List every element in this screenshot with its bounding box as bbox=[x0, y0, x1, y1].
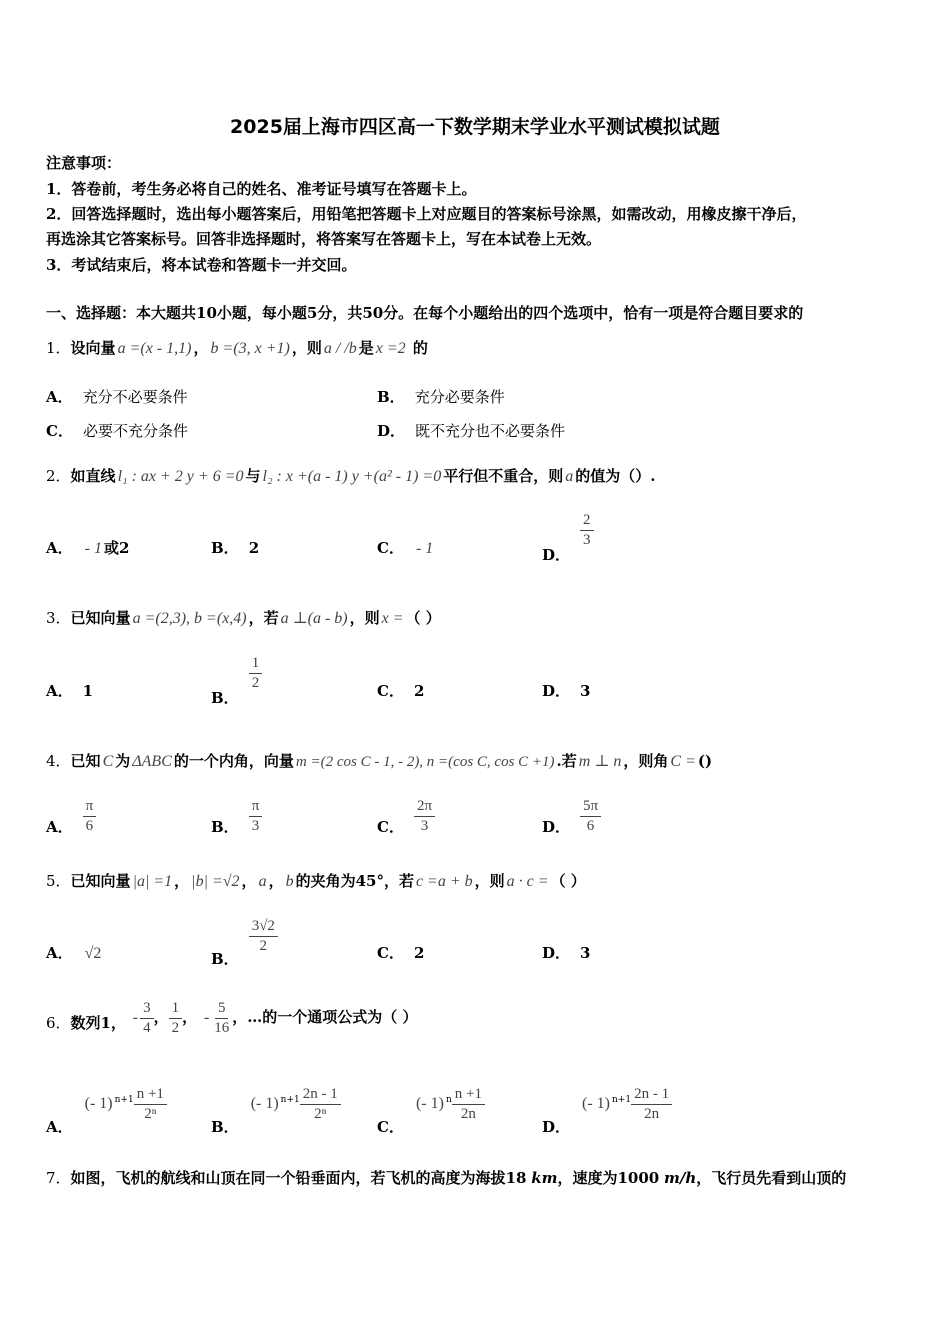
q-text: 数列1， bbox=[70, 1014, 126, 1032]
option-c bbox=[377, 680, 424, 701]
q-text: 平行但不重合，则 bbox=[443, 467, 564, 485]
fraction-numerator: 5π bbox=[580, 798, 601, 817]
q-text: ，则 bbox=[349, 609, 380, 627]
q-math: a bbox=[258, 873, 267, 890]
option-fraction bbox=[580, 798, 601, 834]
q-math: b bbox=[285, 873, 294, 890]
page-title: 2025届上海市四区高一下数学期末学业水平测试模拟试题 bbox=[230, 116, 720, 138]
option-math: (- 1) bbox=[582, 1095, 610, 1112]
option-fraction bbox=[249, 918, 278, 954]
notice-heading: 注意事项： bbox=[46, 154, 122, 172]
fraction-numerator: 2n - 1 bbox=[631, 1086, 672, 1105]
option-b bbox=[211, 918, 278, 968]
q-math: a / /b bbox=[323, 340, 357, 357]
fraction-denominator: 2n bbox=[460, 1105, 476, 1122]
option-d bbox=[542, 680, 590, 701]
q-math: a =(2,3), b =(x,4) bbox=[132, 610, 247, 627]
sequence-term bbox=[211, 1000, 232, 1036]
option-a bbox=[46, 1086, 167, 1136]
option-label: C． bbox=[377, 682, 404, 700]
option-label: A． bbox=[46, 944, 73, 962]
option-label: B． bbox=[377, 388, 405, 406]
q-text: () bbox=[697, 752, 713, 770]
fraction-denominator: 16 bbox=[214, 1019, 230, 1036]
option-text: 1 bbox=[82, 682, 94, 700]
option-label: D． bbox=[377, 422, 406, 440]
fraction-denominator: 3 bbox=[583, 531, 591, 548]
q-math: m ⊥ n bbox=[578, 753, 622, 770]
fraction-numerator: π bbox=[83, 798, 97, 817]
fraction-denominator: 3 bbox=[420, 817, 429, 834]
q-math: a ⊥(a - b) bbox=[280, 610, 348, 627]
q-text: 的一个内角，向量 bbox=[173, 752, 294, 770]
option-fraction bbox=[249, 798, 263, 834]
fraction-denominator: 3 bbox=[251, 817, 260, 834]
q-math: b =(3, x +1) bbox=[210, 340, 290, 357]
q-math: l₁ : ax + 2 y + 6 =0 bbox=[117, 468, 244, 485]
option-math: (- 1) bbox=[250, 1095, 279, 1112]
option-text: 必要不充分条件 bbox=[82, 422, 188, 440]
fraction-denominator: 2ⁿ bbox=[144, 1105, 157, 1122]
option-label: C． bbox=[377, 539, 404, 557]
option-c bbox=[377, 942, 424, 963]
q-text: 已知 bbox=[70, 752, 101, 770]
option-a bbox=[46, 798, 96, 834]
q-text: ， bbox=[241, 872, 257, 890]
q-math: l₂ : x +(a - 1) y +(a² - 1) =0 bbox=[262, 468, 442, 485]
q-text: 是 bbox=[358, 339, 374, 357]
q-text: 与 bbox=[245, 467, 261, 485]
question-5 bbox=[46, 870, 586, 891]
option-label: D． bbox=[542, 546, 571, 564]
q-math: c =a + b bbox=[415, 873, 473, 890]
option-fraction bbox=[249, 655, 263, 691]
notice-item: 3．考试结束后，将本试卷和答题卡一并交回。 bbox=[46, 256, 357, 274]
option-label: D． bbox=[542, 1118, 571, 1136]
fraction-numerator: n +1 bbox=[134, 1086, 167, 1105]
q-text: ，速度为 bbox=[557, 1169, 618, 1187]
q-number: 1000 bbox=[617, 1169, 660, 1187]
q-text: 如直线 bbox=[70, 467, 116, 485]
option-c bbox=[46, 420, 188, 441]
option-b bbox=[211, 798, 262, 834]
option-label: D． bbox=[542, 944, 571, 962]
option-fraction bbox=[414, 798, 435, 834]
option-text: 或2 bbox=[103, 539, 130, 557]
q-text: ，则角 bbox=[623, 752, 669, 770]
exponent: n+1 bbox=[280, 1095, 300, 1105]
notice-item: 再选涂其它答案标号。回答非选择题时，将答案写在答题卡上，写在本试卷上无效。 bbox=[46, 230, 602, 248]
q-text: .若 bbox=[556, 752, 577, 770]
fraction-denominator: 2ⁿ bbox=[314, 1105, 327, 1122]
q-math: |a| =1 bbox=[132, 873, 173, 890]
q-text: ，则 bbox=[474, 872, 505, 890]
option-a bbox=[46, 680, 93, 701]
q-number: 18 bbox=[505, 1169, 527, 1187]
question-7 bbox=[46, 1167, 846, 1188]
option-fraction bbox=[452, 1086, 485, 1122]
option-label: A． bbox=[46, 818, 73, 836]
fraction-numerator: π bbox=[249, 798, 263, 817]
q-text: ，…的一个通项公式为（ ） bbox=[232, 1008, 418, 1026]
option-text: 3 bbox=[580, 682, 591, 700]
q-text: ，飞行员先看到山顶的 bbox=[696, 1169, 847, 1187]
option-text: 充分不必要条件 bbox=[82, 388, 188, 406]
fraction-denominator: 4 bbox=[143, 1019, 151, 1036]
option-label: C． bbox=[377, 818, 404, 836]
option-label: A． bbox=[46, 388, 73, 406]
q-math: - bbox=[132, 1009, 139, 1026]
q-math: ΔABC bbox=[132, 753, 172, 770]
q-text: ， bbox=[153, 1008, 169, 1026]
q-math: a bbox=[565, 468, 574, 485]
option-math: - 1 bbox=[84, 540, 102, 557]
option-d bbox=[542, 512, 594, 564]
option-label: C． bbox=[46, 422, 73, 440]
fraction-denominator: 2 bbox=[251, 674, 260, 691]
option-math: - 1 bbox=[415, 540, 434, 557]
q-math: - bbox=[203, 1009, 210, 1026]
option-text: 2 bbox=[413, 944, 425, 962]
option-fraction bbox=[631, 1086, 672, 1122]
question-number: 5． bbox=[46, 872, 71, 890]
question-number: 1． bbox=[46, 339, 71, 357]
fraction-numerator: 3√2 bbox=[249, 918, 278, 937]
q-math: |b| =√2 bbox=[191, 873, 240, 890]
fraction-numerator: n +1 bbox=[452, 1086, 485, 1105]
option-label: C． bbox=[377, 1118, 404, 1136]
option-label: B． bbox=[211, 539, 239, 557]
option-math: √2 bbox=[84, 945, 102, 962]
q-text: 的 bbox=[407, 339, 428, 357]
fraction-denominator: 2n bbox=[644, 1105, 660, 1122]
q-math: m =(2 cos C - 1, - 2), n =(cos C, cos C +1) bbox=[295, 754, 555, 770]
fraction-denominator: 2 bbox=[259, 937, 268, 954]
fraction-numerator: 2π bbox=[414, 798, 435, 817]
fraction-numerator: 2n - 1 bbox=[300, 1086, 341, 1105]
option-d bbox=[542, 798, 601, 834]
option-fraction bbox=[83, 798, 97, 834]
notice-item: 1．答卷前，考生务必将自己的姓名、准考证号填写在答题卡上。 bbox=[46, 180, 477, 198]
q-text: 已知向量 bbox=[70, 872, 131, 890]
q-math: C = bbox=[670, 753, 696, 770]
option-label: D． bbox=[542, 818, 571, 836]
option-text: 既不充分也不必要条件 bbox=[415, 422, 566, 440]
q-math: a · c = bbox=[506, 873, 549, 890]
q-text: 已知向量 bbox=[70, 609, 131, 627]
fraction-denominator: 2 bbox=[171, 1019, 180, 1036]
option-b bbox=[377, 386, 505, 407]
option-fraction bbox=[580, 512, 594, 548]
fraction-numerator: 1 bbox=[249, 655, 263, 674]
question-6 bbox=[46, 1000, 417, 1036]
q-unit: km bbox=[531, 1169, 558, 1187]
q-text: ， bbox=[268, 872, 284, 890]
option-text: 2 bbox=[413, 682, 425, 700]
option-math: (- 1) bbox=[84, 1095, 113, 1112]
q-text: ，若 bbox=[248, 609, 279, 627]
section-heading: 一、选择题：本大题共10小题，每小题5分，共50分。在每个小题给出的四个选项中，恰有一项是符合题目要求的 bbox=[46, 304, 804, 322]
option-label: D． bbox=[542, 682, 571, 700]
option-label: A． bbox=[46, 1118, 73, 1136]
option-d bbox=[542, 1086, 672, 1136]
option-label: C． bbox=[377, 944, 404, 962]
q-text: 的夹角为45°，若 bbox=[295, 872, 414, 890]
question-number: 3． bbox=[46, 609, 71, 627]
option-label: B． bbox=[211, 1118, 239, 1136]
q-unit: m/h bbox=[664, 1169, 697, 1187]
fraction-denominator: 6 bbox=[586, 817, 595, 834]
question-number: 7． bbox=[46, 1169, 71, 1187]
q-text: 为 bbox=[115, 752, 131, 770]
q-math: a =(x - 1,1) bbox=[117, 340, 192, 357]
fraction-denominator: 6 bbox=[85, 817, 94, 834]
question-number: 4． bbox=[46, 752, 71, 770]
option-label: A． bbox=[46, 682, 73, 700]
option-b bbox=[211, 655, 262, 707]
q-text: 的值为（）. bbox=[575, 467, 656, 485]
option-fraction bbox=[134, 1086, 167, 1122]
q-text: （ ） bbox=[405, 609, 441, 627]
option-label: B． bbox=[211, 818, 239, 836]
fraction-numerator: 3 bbox=[140, 1000, 154, 1019]
q-math: C bbox=[102, 753, 114, 770]
fraction-numerator: 5 bbox=[215, 1000, 229, 1019]
exponent: n bbox=[445, 1095, 452, 1105]
q-math: x = bbox=[381, 610, 404, 627]
q-text: 设向量 bbox=[70, 339, 116, 357]
q-text: ， bbox=[182, 1008, 198, 1026]
option-math: (- 1) bbox=[415, 1095, 444, 1112]
fraction-numerator: 1 bbox=[169, 1000, 183, 1019]
exponent: n+1 bbox=[114, 1095, 134, 1105]
question-number: 6． bbox=[46, 1014, 71, 1032]
option-text: 3 bbox=[580, 944, 591, 962]
question-4 bbox=[46, 750, 712, 771]
option-text: 充分必要条件 bbox=[414, 388, 505, 406]
sequence-term bbox=[140, 1000, 154, 1036]
q-text: 如图，飞机的航线和山顶在同一个铅垂面内，若飞机的高度为海拔 bbox=[70, 1169, 506, 1187]
option-d bbox=[377, 420, 565, 441]
question-1 bbox=[46, 337, 428, 358]
fraction-numerator: 2 bbox=[580, 512, 594, 531]
q-text: ，则 bbox=[291, 339, 322, 357]
option-text: 2 bbox=[248, 539, 260, 557]
option-b bbox=[211, 1086, 341, 1136]
sequence-term bbox=[169, 1000, 183, 1036]
q-text: ， bbox=[174, 872, 190, 890]
question-number: 2． bbox=[46, 467, 71, 485]
q-text: ， bbox=[193, 339, 209, 357]
option-a bbox=[46, 942, 103, 963]
option-b bbox=[211, 537, 259, 558]
option-a bbox=[46, 537, 129, 558]
option-c bbox=[377, 798, 435, 834]
q-text: （ ） bbox=[550, 872, 586, 890]
question-2 bbox=[46, 465, 655, 486]
q-math: x =2 bbox=[375, 340, 406, 357]
option-c bbox=[377, 537, 435, 558]
option-d bbox=[542, 942, 590, 963]
notice-item: 2．回答选择题时，选出每小题答案后，用铅笔把答题卡上对应题目的答案标号涂黑，如需改动，用橡皮擦干净后， bbox=[46, 205, 807, 223]
question-3 bbox=[46, 607, 441, 628]
option-fraction bbox=[300, 1086, 341, 1122]
option-label: B． bbox=[211, 689, 239, 707]
option-a bbox=[46, 386, 188, 407]
option-c bbox=[377, 1086, 485, 1136]
option-label: A． bbox=[46, 539, 73, 557]
exponent: n+1 bbox=[612, 1095, 632, 1105]
option-label: B． bbox=[211, 950, 239, 968]
